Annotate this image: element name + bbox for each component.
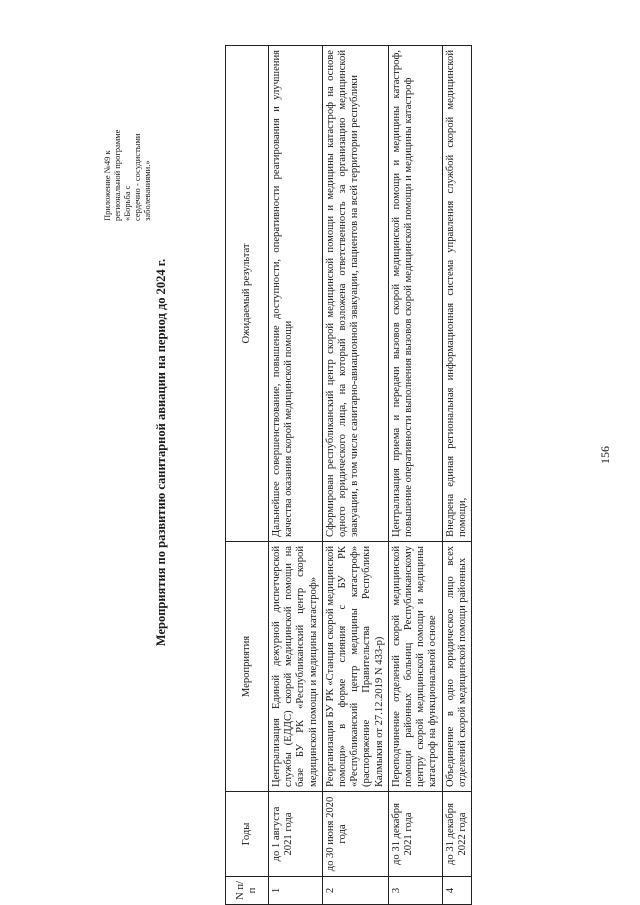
appendix-line: заболеваниями.» xyxy=(142,160,152,221)
row-activity: Реорганизация БУ РК «Станция скорой медицинской помощи» в форме слияния с БУ РК «Республиканский центр медицины катастроф» (распоряжение Правительства Республики Калмыкия от 27.12.2019 N 433-р) xyxy=(322,542,388,792)
table-row xyxy=(388,46,442,905)
header-years: Годы xyxy=(226,792,269,877)
row-activity: Объединение в одно юридическое лицо всех отделений скорой медицинской помощи районных xyxy=(442,542,471,792)
activities-table xyxy=(225,45,472,905)
appendix-note xyxy=(102,109,152,221)
table-row xyxy=(322,46,388,905)
header-activities: Мероприятия xyxy=(226,542,269,792)
row-result: Сформирован республиканский центр скорой медицинской помощи и медицины катастроф на основе одного юридического лица, на который возложена ответственность за организацию медицинской эвакуации, в том числе санитарно-авиационной эвакуации, пациентов на всей территории республики xyxy=(322,46,388,542)
header-expected-result: Ожидаемый результат xyxy=(226,46,269,542)
row-number: 2 xyxy=(322,877,388,905)
row-result: Внедрена единая региональная информационная система управления службой скорой медицинской помощи, xyxy=(442,46,471,542)
table-header-row xyxy=(226,46,269,905)
row-years: до 1 августа 2021 года xyxy=(269,792,323,877)
row-number: 1 xyxy=(269,877,323,905)
row-result: Централизация приема и передачи вызовов скорой медицинской помощи и медицины катастроф, повышение оперативности выполнения вызовов скорой медицинской помощи и медицины катастроф xyxy=(388,46,442,542)
row-number: 4 xyxy=(442,877,471,905)
page-number: 156 xyxy=(598,446,612,464)
header-number: N п/п xyxy=(226,877,269,905)
row-years: до 31 декабря 2021 года xyxy=(388,792,442,877)
row-years: до 30 июня 2020 года xyxy=(322,792,388,877)
row-years: до 31 декабря 2022 года xyxy=(442,792,471,877)
appendix-line: Приложение №49 к xyxy=(102,150,112,221)
row-result: Дальнейшее совершенствование, повышение доступности, оперативности реагирования и улучшения качества оказания скорой медицинской помощи xyxy=(269,46,323,542)
row-activity: Централизация Единой дежурной диспетчерской службы (ЕДДС) скорой медицинской помощи на базе БУ РК «Республиканский центр скорой медицинской помощи и медицины катастроф» xyxy=(269,542,323,792)
document-title: Мероприятия по развитию санитарной авиации на период до 2024 г. xyxy=(154,258,168,647)
row-activity: Переподчинение отделений скорой медицинской помощи районных больниц Республиканскому центру скорой медицинской помощи и медицины катастроф на функциональной основе xyxy=(388,542,442,792)
appendix-line: сердечно - сосудистыми xyxy=(132,133,142,221)
table-row xyxy=(269,46,323,905)
appendix-line: региональной программе xyxy=(112,129,122,221)
table-row xyxy=(442,46,471,905)
appendix-line: «Борьба с xyxy=(122,185,132,221)
row-number: 3 xyxy=(388,877,442,905)
